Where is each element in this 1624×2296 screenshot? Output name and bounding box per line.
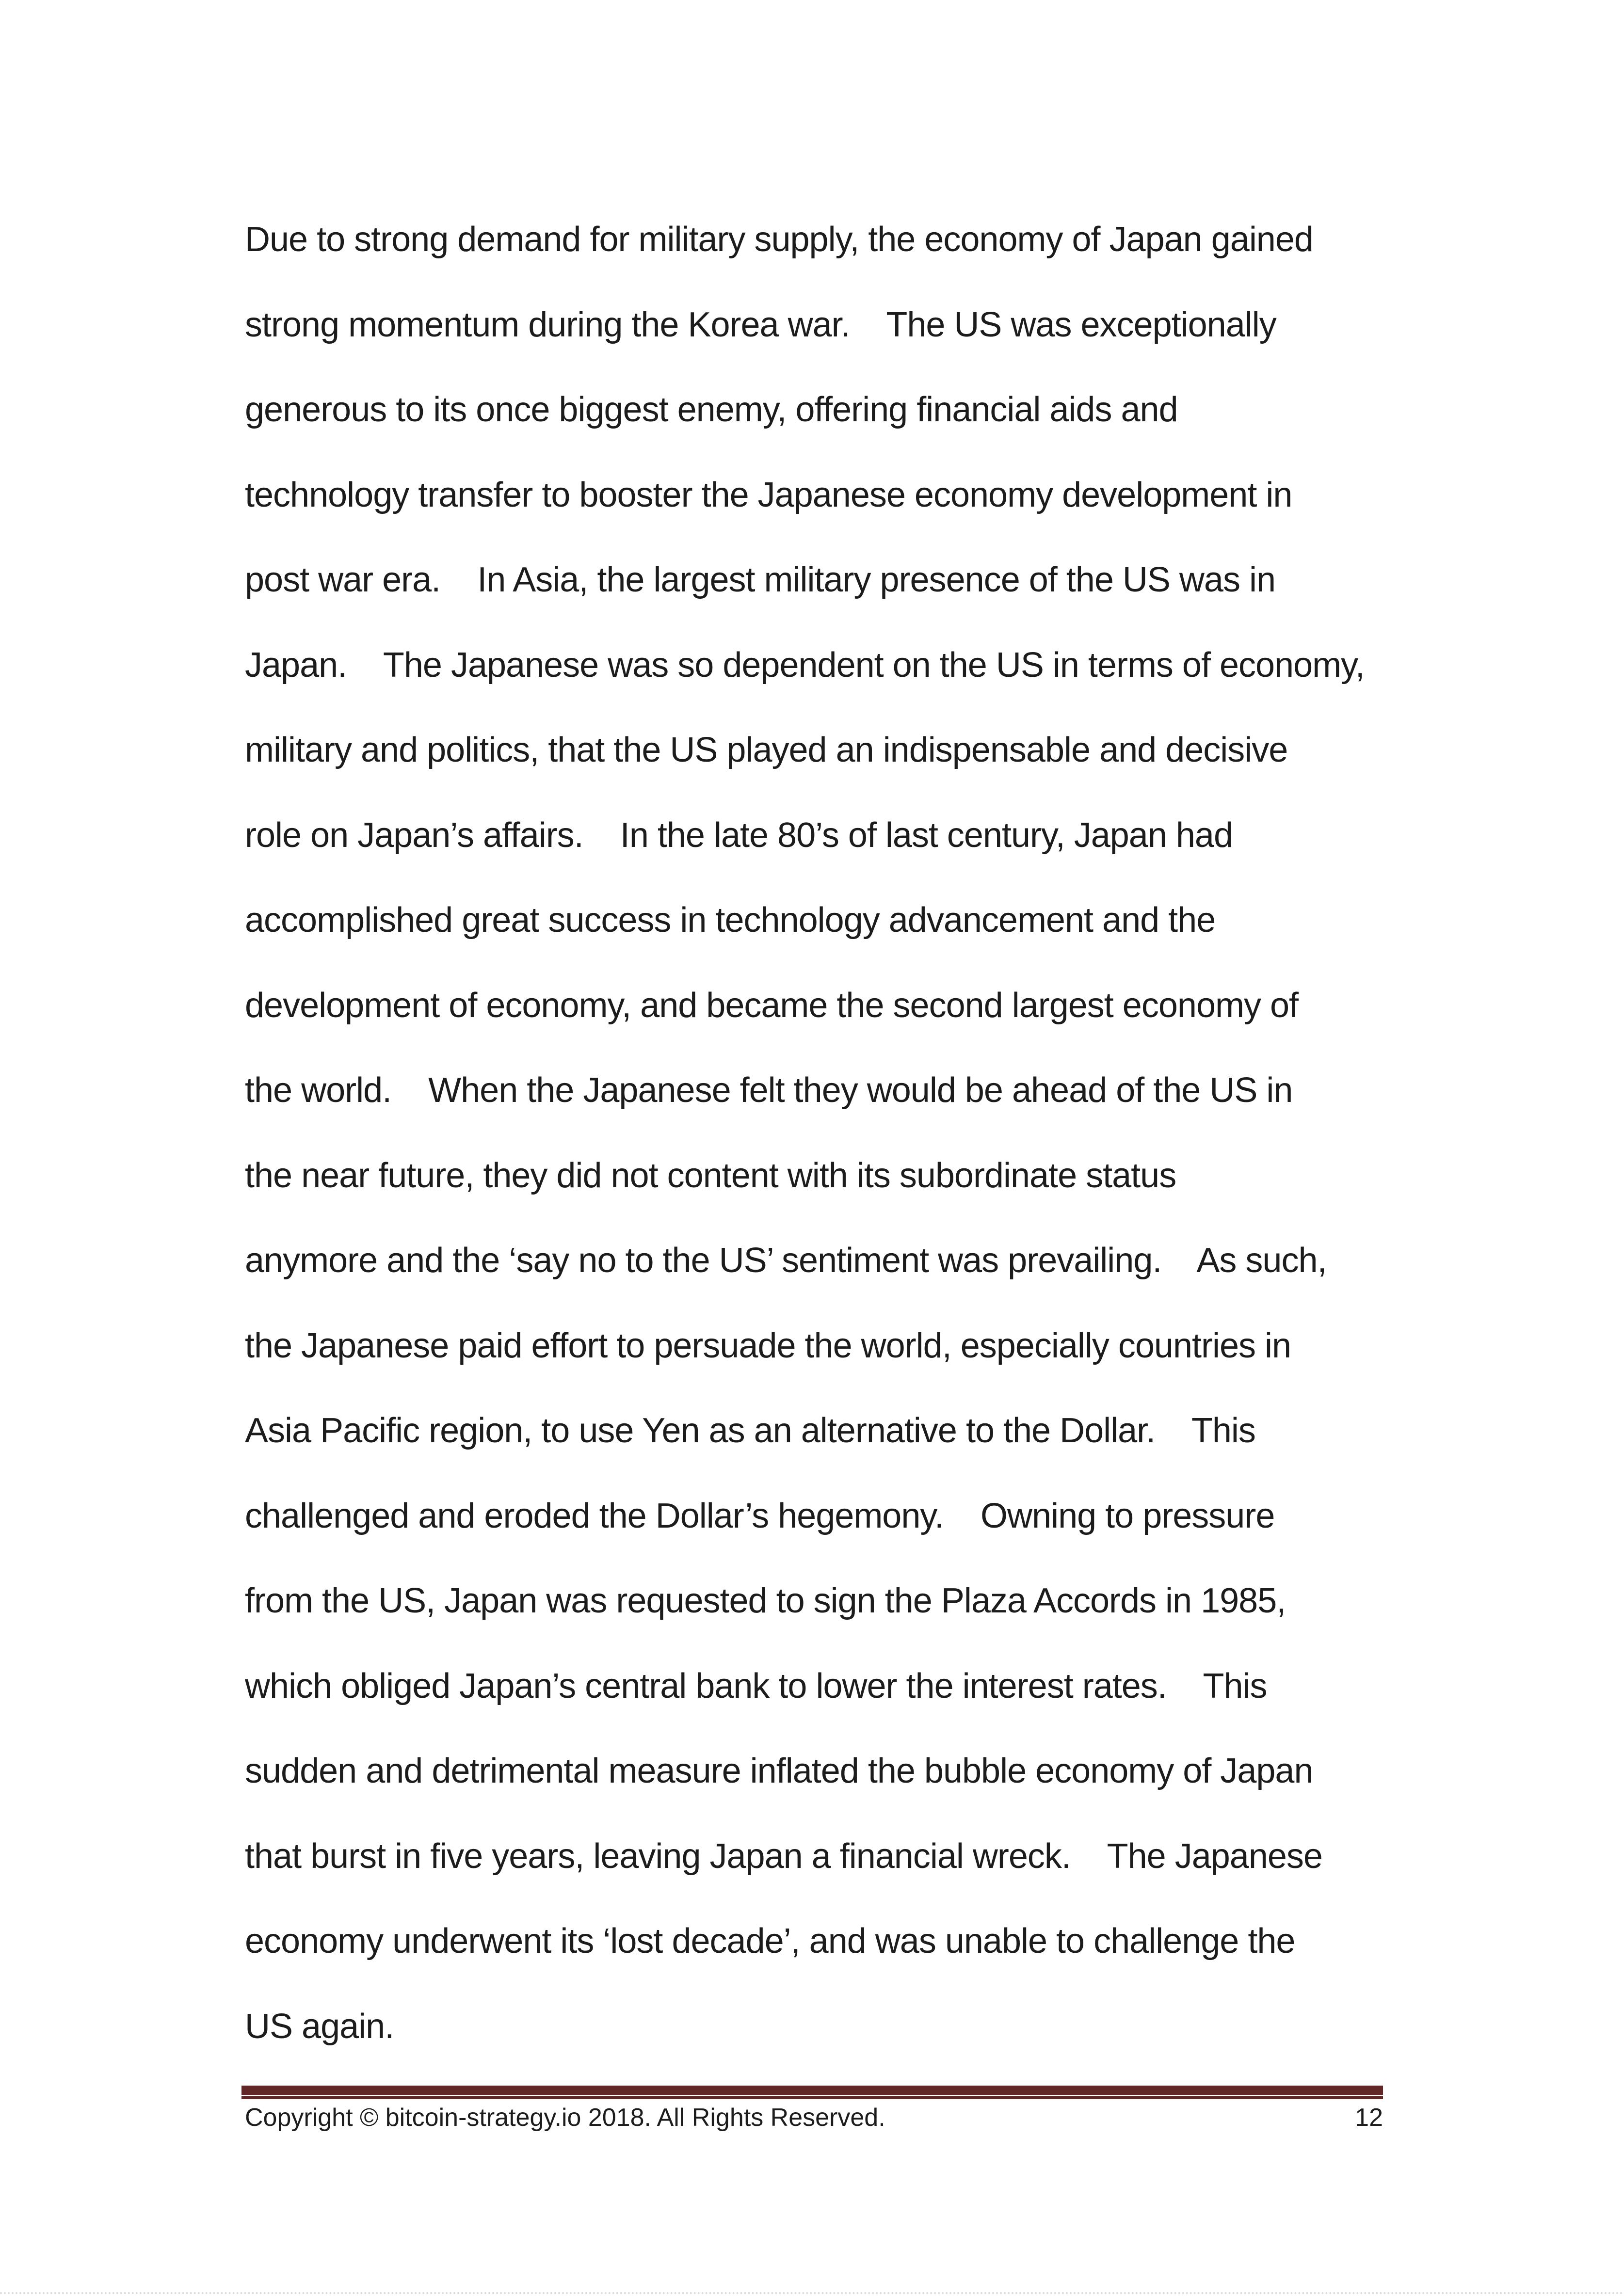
body-line: post war era. In Asia, the largest military presence of the US was in — [245, 560, 1275, 599]
body-line: development of economy, and became the second largest economy of — [245, 986, 1299, 1025]
body-line: that burst in five years, leaving Japan a financial wreck. The Japanese — [245, 1836, 1322, 1876]
body-line: technology transfer to booster the Japanese economy development in — [245, 475, 1292, 514]
page-number: 12 — [1355, 2104, 1383, 2132]
page-boundary-line — [0, 2292, 1624, 2294]
body-line: economy underwent its ‘lost decade’, and was unable to challenge the — [245, 1922, 1295, 1961]
body-line: Japan. The Japanese was so dependent on the US in terms of economy, — [245, 645, 1365, 685]
footer-rule-thin — [241, 2096, 1383, 2099]
body-line: the near future, they did not content with its subordinate status — [245, 1156, 1176, 1195]
body-line: accomplished great success in technology advancement and the — [245, 901, 1216, 940]
body-line: role on Japan’s affairs. In the late 80’s of last century, Japan had — [245, 815, 1233, 855]
body-line: Asia Pacific region, to use Yen as an alternative to the Dollar. This — [245, 1411, 1255, 1450]
body-line: the world. When the Japanese felt they would be ahead of the US in — [245, 1071, 1293, 1110]
paragraph — [245, 197, 1409, 2069]
body-line: anymore and the ‘say no to the US’ sentiment was prevailing. As such, — [245, 1241, 1327, 1280]
footer-copyright: Copyright © bitcoin-strategy.io 2018. All Rights Reserved. — [245, 2104, 885, 2132]
body-line: Due to strong demand for military supply, the economy of Japan gained — [245, 220, 1313, 259]
body-line: which obliged Japan’s central bank to lower the interest rates. This — [245, 1666, 1267, 1706]
body-line: US again. — [245, 2007, 394, 2046]
body-line: military and politics, that the US played an indispensable and decisive — [245, 731, 1288, 769]
body-line: the Japanese paid effort to persuade the world, especially countries in — [245, 1326, 1291, 1365]
body-line: generous to its once biggest enemy, offering financial aids and — [245, 390, 1178, 429]
body-line: strong momentum during the Korea war. The US was exceptionally — [245, 305, 1276, 344]
body-line: sudden and detrimental measure inflated the bubble economy of Japan — [245, 1752, 1313, 1790]
body-line: from the US, Japan was requested to sign the Plaza Accords in 1985, — [245, 1581, 1286, 1620]
footer-rule-thick — [241, 2086, 1383, 2095]
footer — [245, 2103, 1383, 2132]
body-line: challenged and eroded the Dollar’s hegemony. Owning to pressure — [245, 1496, 1275, 1535]
